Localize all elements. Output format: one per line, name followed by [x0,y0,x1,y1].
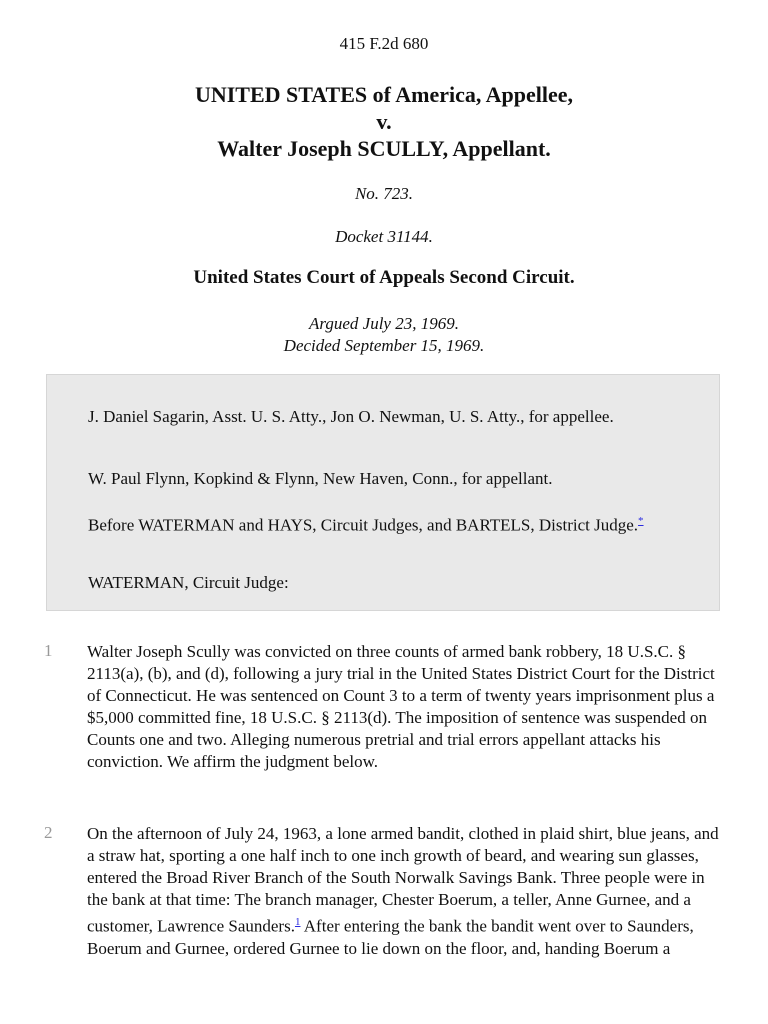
paragraph-text [87,823,727,960]
footnote-link-star[interactable]: * [638,515,644,527]
case-citation: 415 F.2d 680 [339,34,429,53]
paragraph-text: Walter Joseph Scully was convicted on three counts of armed bank robbery, 18 U.S.C. § 2113(a), (b), and (d), following a jury trial in the United States District Court for the District of Connecticut. He was sentenced on Count 3 to a term of twenty years imprisonment plus a $5,000 committed fine, 18 U.S.C. § 2113(d). The imposition of sentence was suspended on Counts one and two. Alleging numerous pretrial and trial errors appellant attacks his conviction. We affirm the judgment below. [87,642,715,771]
counsel-appellant: W. Paul Flynn, Kopkind & Flynn, New Haven, Conn., for appellant. [88,469,553,488]
case-title-appellee: UNITED STATES of America, Appellee, [194,82,574,107]
court-name: United States Court of Appeals Second Circuit. [193,267,575,288]
case-dates [0,313,768,357]
footnote-link-1[interactable]: 1 [294,916,301,928]
opinion-author: WATERMAN, Circuit Judge: [88,573,289,592]
argued-date: Argued July 23, 1969. [309,314,459,333]
case-title-versus: v. [376,109,392,134]
case-number: No. 723. [354,184,414,203]
case-title-appellant: Walter Joseph SCULLY, Appellant. [217,136,551,161]
paragraph-text-part: After entering the bank the bandit went over to Saunders, Boerum and Gurnee, ordered Gurnee to lie down on the floor, and, handing Boerum a [87,916,694,958]
docket-number: Docket 31144. [335,227,433,246]
counsel-section [46,374,720,611]
decided-date: Decided September 15, 1969. [283,336,485,355]
paragraph-number: 1 [44,641,53,660]
paragraph-text-part: On the afternoon of July 24, 1963, a lone armed bandit, clothed in plaid shirt, blue jeans, and a straw hat, sporting a one half inch to one inch growth of beard, and wearing sun glasses, entered the Broad River Branch of the South Norwalk Savings Bank. Three people were in the bank at that time: The branch manager, Chester Boerum, a teller, Anne Gurnee, and a customer, Lawrence Saunders. [87,824,719,936]
paragraph-number: 2 [44,823,53,842]
case-title [0,81,768,162]
bench-line [88,510,688,537]
counsel-appellee: J. Daniel Sagarin, Asst. U. S. Atty., Jon O. Newman, U. S. Atty., for appellee. [88,407,614,426]
bench-text: Before WATERMAN and HAYS, Circuit Judges, and BARTELS, District Judge. [88,515,639,535]
